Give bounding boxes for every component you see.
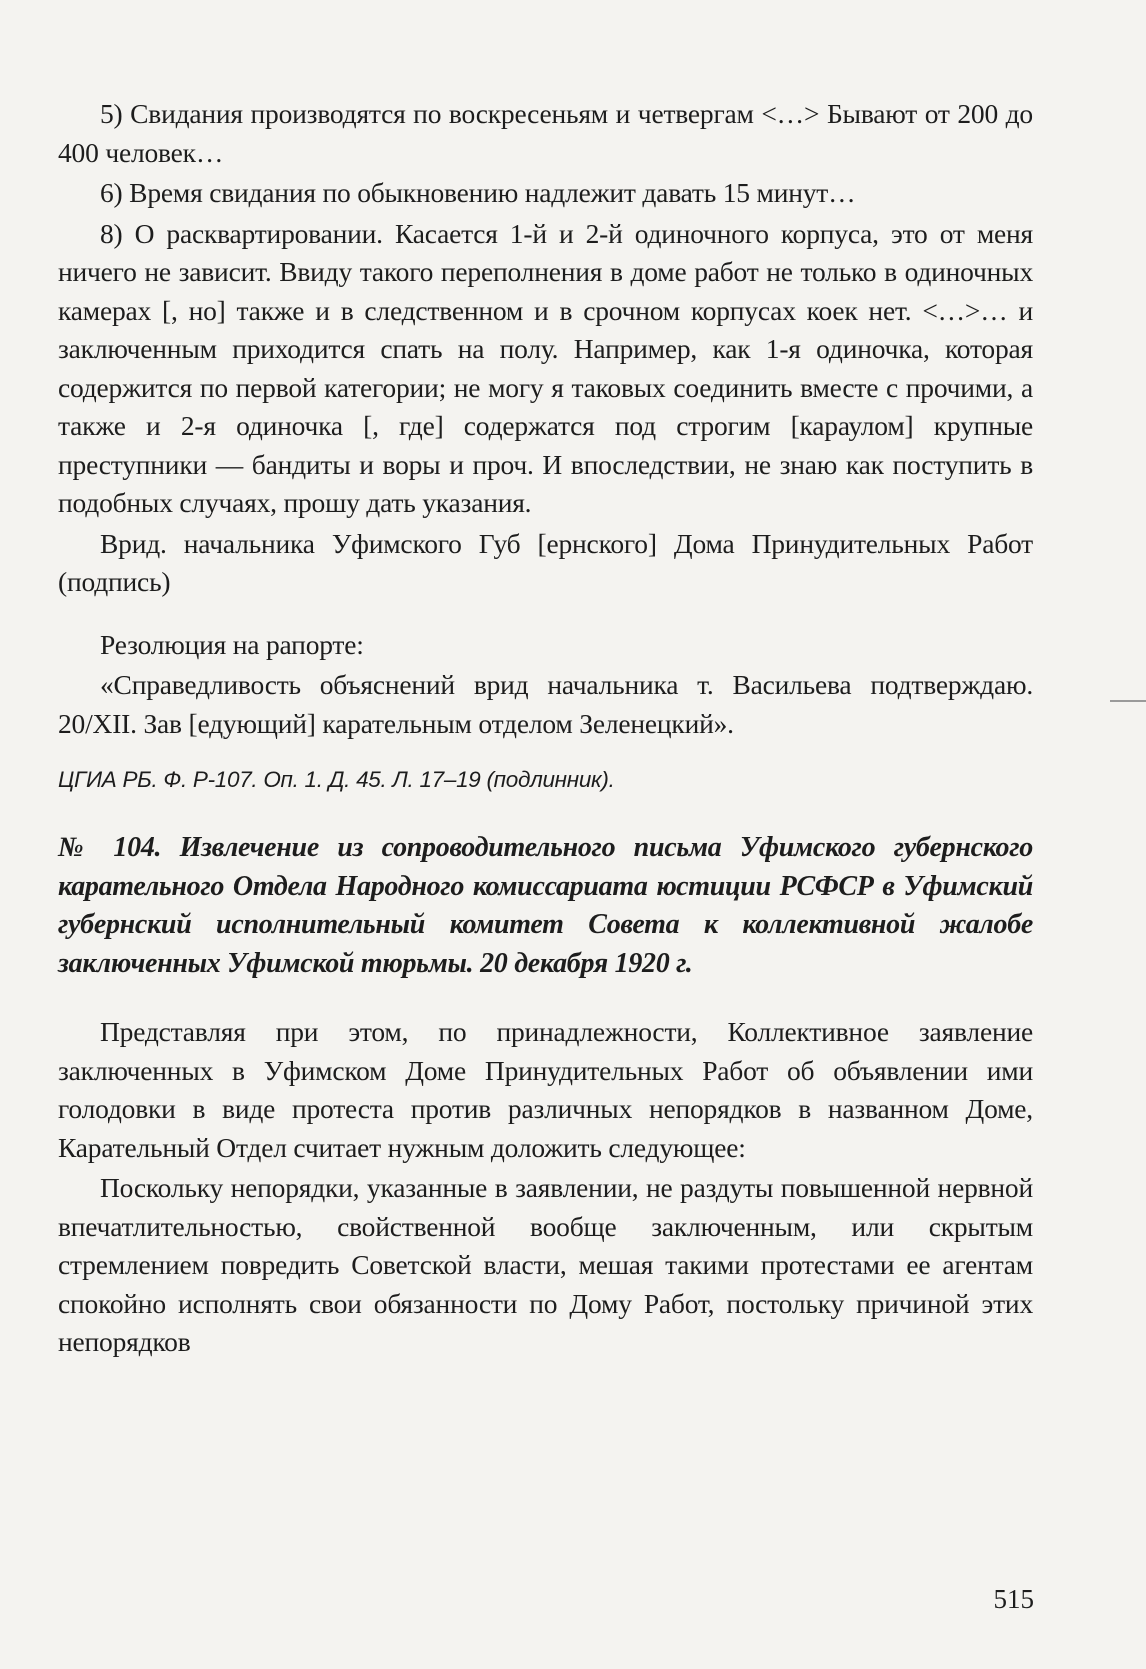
text-column: [58, 95, 1033, 1364]
page-number: 515: [993, 1584, 1034, 1614]
resolution-label: Резолюция на рапорте:: [100, 628, 364, 660]
signature-line: Врид. начальника Уфимского Губ [ернского] Дома Принудительных Работ (подпись): [58, 527, 1033, 597]
paragraph-visit-time: 6) Время свидания по обыкновению надлежит давать 15 минут…: [100, 177, 856, 208]
spacer: [58, 604, 1033, 626]
paragraph-insofar: Поскольку непорядки, указанные в заявлении, не раздуты повышенной нервной впечатлительностью, свойственной вообще заключенным, или скрытым стремлением повредить Советской власти, мешая такими протестами ее агентам спокойно исполнять свои обязанности по Дому Работ, постольку причиной этих непорядков: [58, 1172, 1033, 1357]
document-heading: № 104. Извлечение из сопроводительного письма Уфимского губернского карательного Отдела Народного комиссариата юстиции РСФСР в Уфимский губернский исполнительный комитет Совета к коллективной жалобе заключенных Уфимской тюрьмы. 20 декабря 1920 г.: [58, 832, 1033, 979]
resolution-text: «Справедливость объяснений врид начальника т. Васильева подтверждаю. 20/XII. Зав [едующий] карательным отделом Зеленецкий».: [58, 669, 1033, 739]
paragraph-presenting: Представляя при этом, по принадлежности, Коллективное заявление заключенных в Уфимском Доме Принудительных Работ об объявлении ими голодовки в виде протеста против различных непорядков в названном Доме, Карательный Отдел считает нужным доложить следующее:: [58, 1016, 1033, 1163]
paragraph-quartering: 8) О расквартировании. Касается 1-й и 2-й одиночного корпуса, это от меня ничего не зависит. Ввиду такого переполнения в доме работ не только в одиночных камерах [, но] также и в следственном и в срочном корпусах коек нет. <…>… и заключенным приходится спать на полу. Например, как 1-я одиночка, которая содержится по первой категории; не могу я таковых соединить вместе с прочими, а также и 2-я одиночка [, где] содержатся под строгим [караулом] крупные преступники — бандиты и воры и проч. И впоследствии, не знаю как поступить в подобных случаях, прошу дать указания.: [58, 217, 1033, 518]
paragraph-visits: 5) Свидания производятся по воскресеньям и четвергам <…> Бывают от 200 до 400 человек…: [58, 98, 1033, 168]
archive-reference: ЦГИА РБ. Ф. Р-107. Оп. 1. Д. 45. Л. 17–19 (подлинник).: [58, 767, 615, 792]
edge-mark: [1110, 700, 1146, 702]
